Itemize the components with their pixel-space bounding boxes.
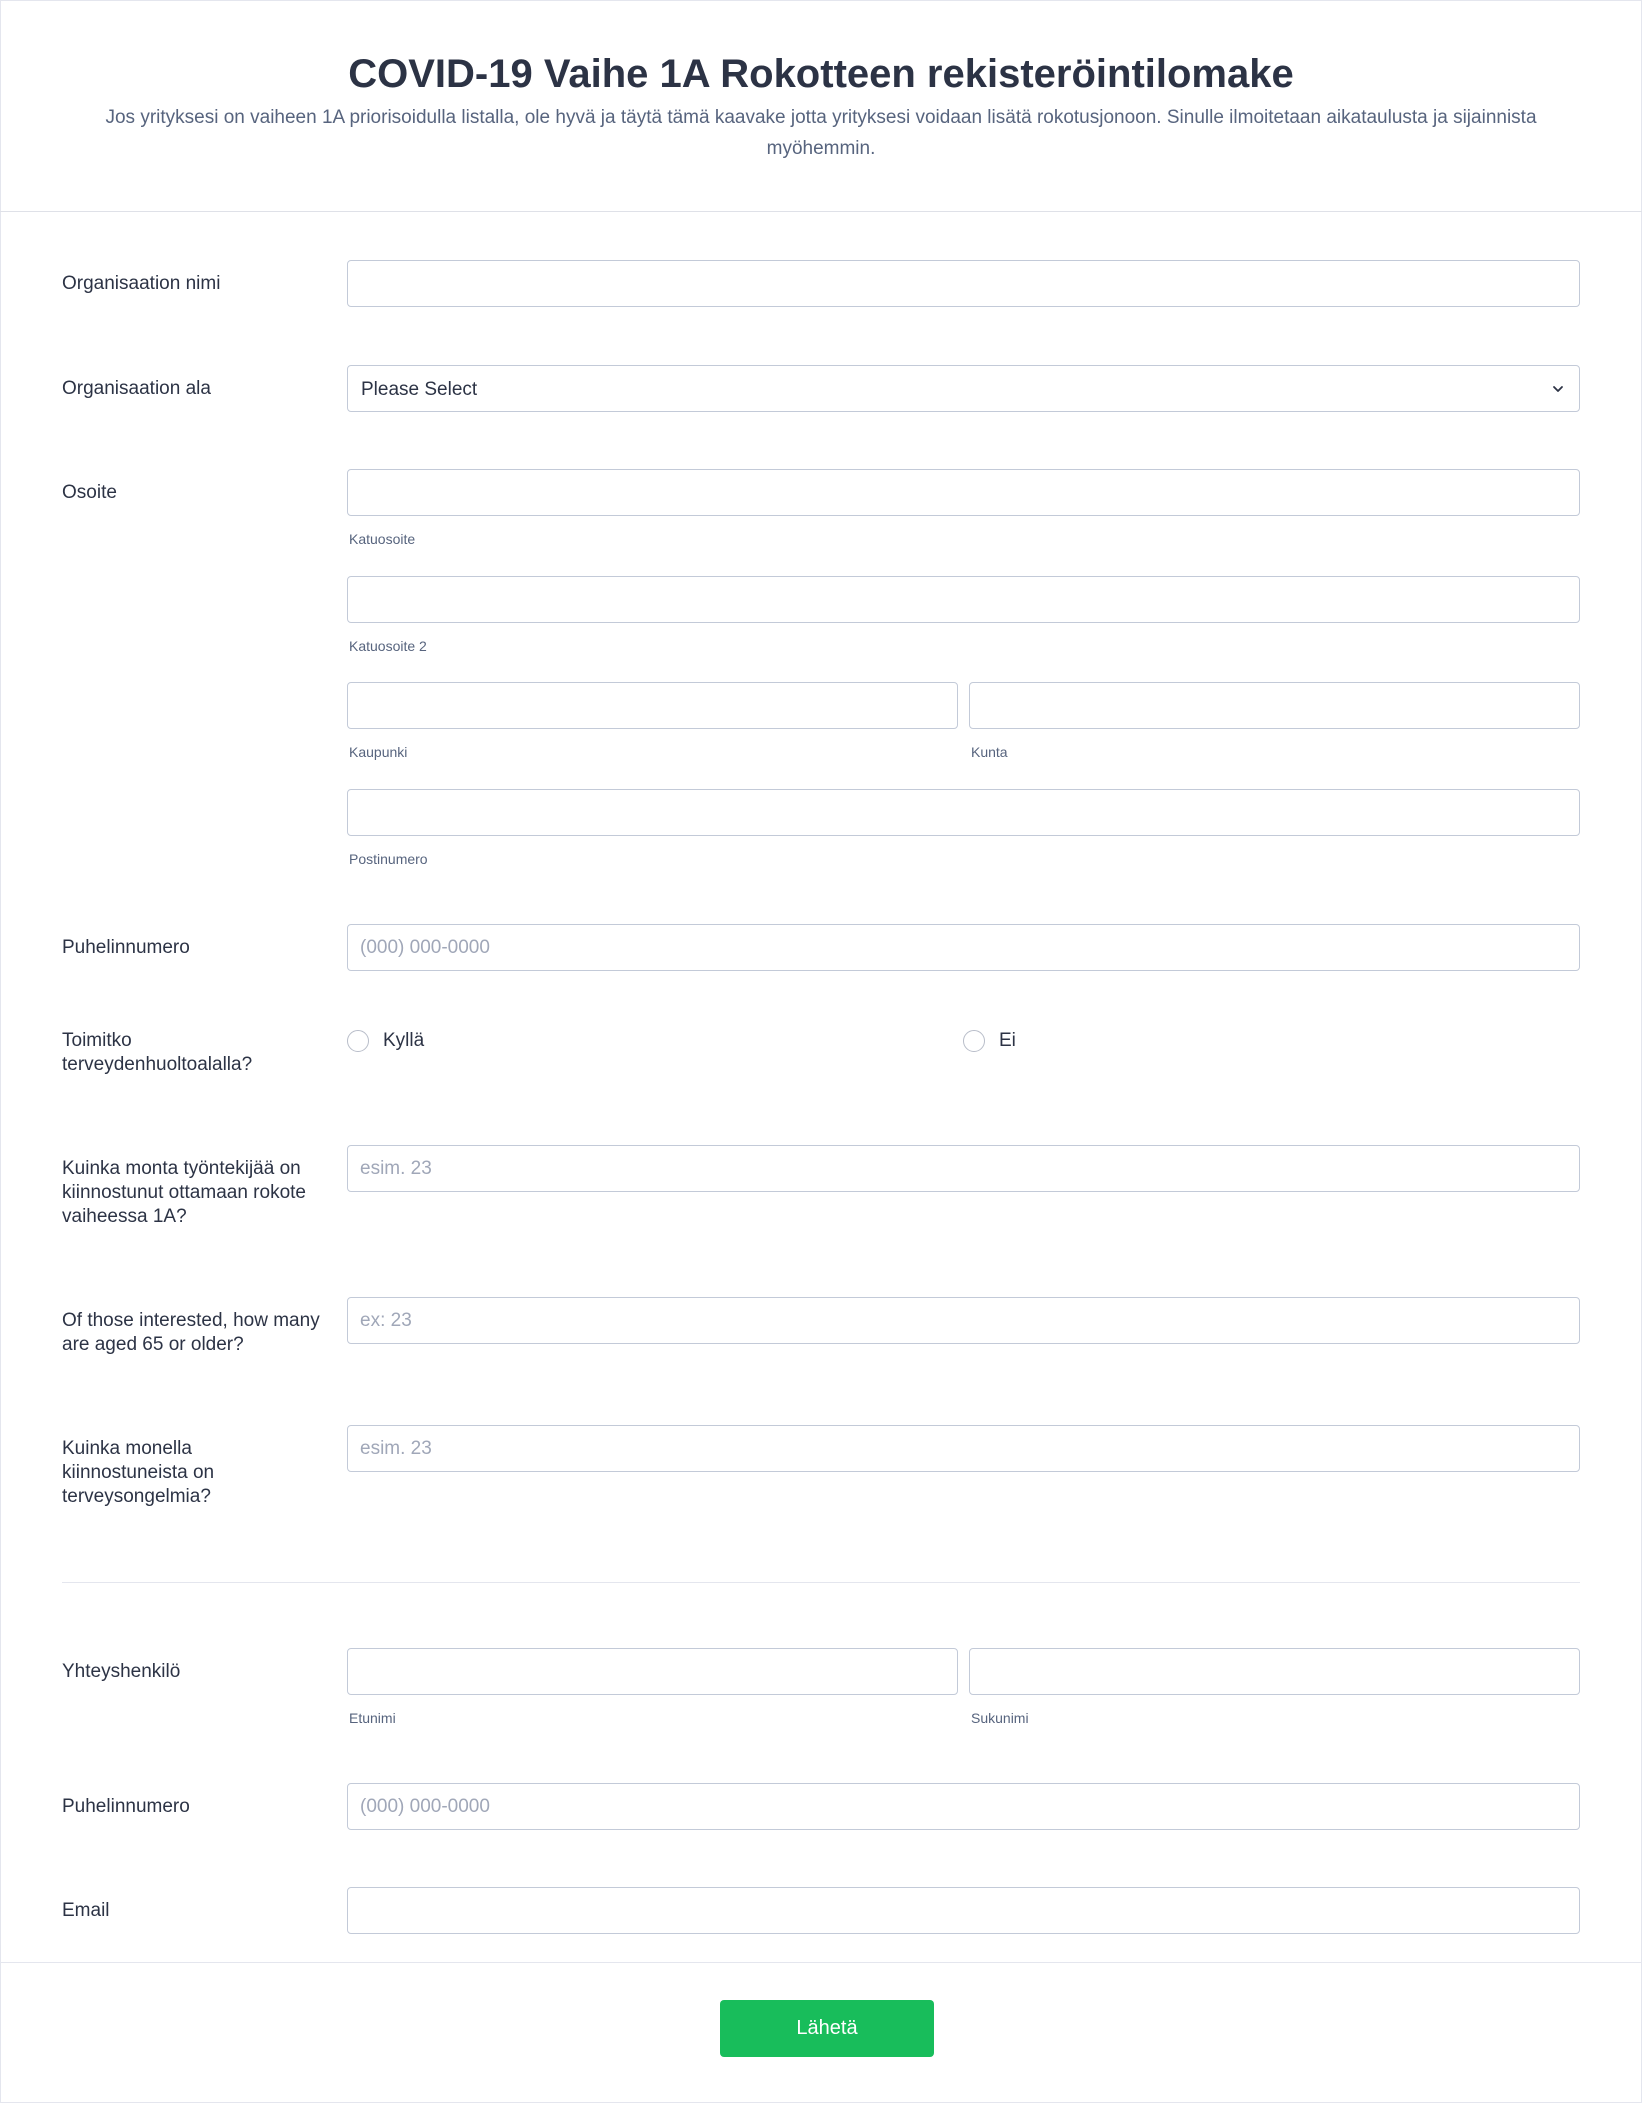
street-sublabel: Katuosoite [349, 531, 416, 547]
email-label: Email [62, 1900, 110, 1921]
contact-phone-label: Puhelinnumero [62, 1796, 190, 1817]
municipality-sublabel: Kunta [971, 744, 1008, 760]
section-divider [62, 1582, 1580, 1583]
last-name-sublabel: Sukunimi [971, 1710, 1029, 1726]
radio-yes[interactable] [347, 1030, 369, 1052]
form-description: Jos yrityksesi on vaiheen 1A priorisoidulla listalla, ole hyvä ja täytä tämä kaavake jotta yrityksesi voidaan lisätä rokotusjonoon. Sinulle ilmoitetaan aikataulusta ja sijainnista myöhemmin. [105, 107, 1537, 159]
form-header [0, 0, 1642, 212]
health-issues-input[interactable] [347, 1425, 1580, 1472]
org-name-input[interactable] [347, 260, 1580, 307]
city-sublabel: Kaupunki [349, 744, 408, 760]
street2-input[interactable] [347, 576, 1580, 623]
radio-no-label: Ei [999, 1030, 1016, 1051]
postal-input[interactable] [347, 789, 1580, 836]
submit-button[interactable]: Lähetä [720, 2000, 934, 2057]
healthcare-label: Toimitko terveydenhuoltoalalla? [62, 1030, 253, 1075]
postal-sublabel: Postinumero [349, 851, 428, 867]
street2-sublabel: Katuosoite 2 [349, 638, 427, 654]
contact-label: Yhteyshenkilö [62, 1661, 181, 1682]
form-title: COVID-19 Vaihe 1A Rokotteen rekisteröintilomake [348, 52, 1294, 96]
email-input[interactable] [347, 1887, 1580, 1934]
municipality-input[interactable] [969, 682, 1580, 729]
aged-65-label: Of those interested, how many are aged 65 or older? [62, 1310, 320, 1355]
phone-label: Puhelinnumero [62, 937, 190, 958]
org-sector-selected: Please Select [361, 379, 478, 400]
org-sector-select[interactable] [347, 365, 1580, 412]
first-name-sublabel: Etunimi [349, 1710, 396, 1726]
health-issues-label: Kuinka monella kiinnostuneista on terveysongelmia? [62, 1438, 215, 1507]
city-input[interactable] [347, 682, 958, 729]
address-label: Osoite [62, 482, 117, 503]
healthcare-option-no[interactable] [963, 1030, 1163, 1054]
healthcare-option-yes[interactable] [347, 1030, 547, 1054]
first-name-input[interactable] [347, 1648, 958, 1695]
street-input[interactable] [347, 469, 1580, 516]
aged-65-input[interactable] [347, 1297, 1580, 1344]
contact-phone-input[interactable] [347, 1783, 1580, 1830]
radio-no[interactable] [963, 1030, 985, 1052]
radio-yes-label: Kyllä [383, 1030, 425, 1051]
chevron-down-icon [1551, 382, 1565, 396]
org-name-label: Organisaation nimi [62, 273, 221, 294]
phone-input[interactable] [347, 924, 1580, 971]
employees-interested-input[interactable] [347, 1145, 1580, 1192]
org-sector-label: Organisaation ala [62, 378, 211, 399]
last-name-input[interactable] [969, 1648, 1580, 1695]
employees-interested-label: Kuinka monta työntekijää on kiinnostunut ottamaan rokote vaiheessa 1A? [62, 1158, 306, 1227]
